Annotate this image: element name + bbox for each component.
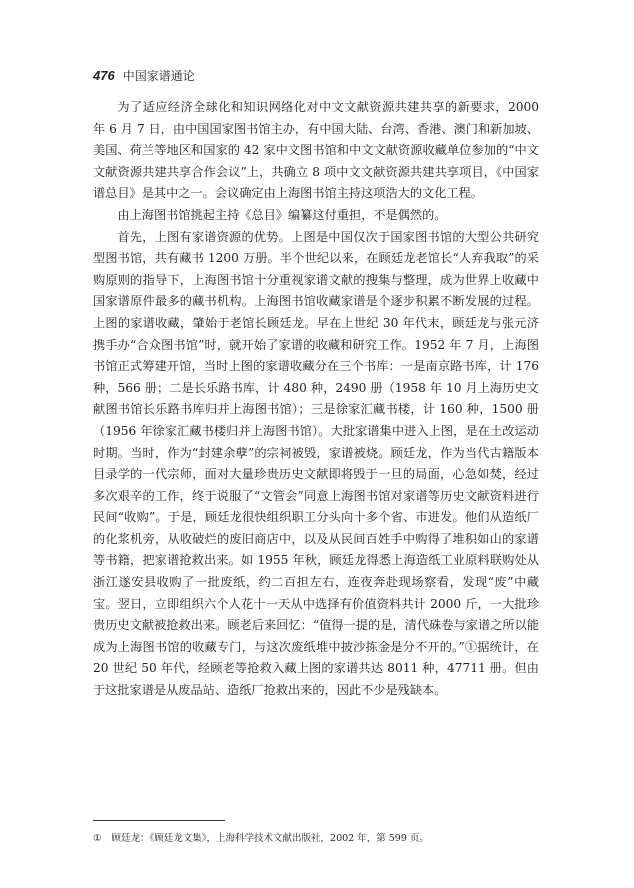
footnote-mark: ① [93, 833, 102, 844]
footnote [93, 832, 539, 845]
book-title: 中国家谱通论 [122, 69, 195, 83]
paragraph: 首先，上图有家谱资源的优势。上图是中国仅次于国家图书馆的大型公共研究型图书馆，共有藏书 1200 万册。半个世纪以来，在顾廷龙老馆长“人弃我取”的采购原则的指导下，上海图书馆十分重视家谱文献的搜集与整理，成为世界上收藏中国家谱原件最多的藏书机构。上海图书馆收藏家谱是个逐步积累不断发展的过程。上图的家谱收藏，肇始于老馆长顾廷龙。早在上世纪 30 年代末，顾廷龙与张元济携手办“合众图书馆”时，就开始了家谱的收藏和研究工作。1952 年 7 月，上海图书馆正式筹建开馆，当时上图的家谱收藏分在三个书库：一是南京路书库，计 176 种，566 册；二是长乐路书库，计 480 种，2490 册（1958 年 10 月上海历史文献图书馆长乐路书库归并上海图书馆）；三是徐家汇藏书楼，计 160 种，1500 册（1956 年徐家汇藏书楼归并上海图书馆）。大批家谱集中进入上图，是在土改运动时期。当时，作为“封建余孽”的宗祠被毁，家谱被烧。顾廷龙，作为当代古籍版本目录学的一代宗师，面对大量珍贵历史文献即将毁于一旦的局面，心急如焚，经过多次艰辛的工作，终于说服了“文管会”同意上海图书馆对家谱等历史文献资料进行民间“收购”。于是，顾廷龙很快组织职工分头向十多个省、市进发。他们从造纸厂的化浆机旁，从收破烂的废旧商店中，以及从民间百姓手中购得了堆积如山的家谱等书籍，把家谱抢救出来。如 1955 年秋，顾廷龙得悉上海造纸工业原料联购处从浙江遂安县收购了一批废纸，约二百担左右，连夜奔赴现场察看，发现“废”中藏宝。翌日，立即组织六个人花十一天从中选择有价值资料共计 2000 斤，一大批珍贵历史文献被抢救出来。顾老后来回忆：“值得一提的是，清代硃卷与家谱之所以能成为上海图书馆的收藏专门，与这次废纸堆中披沙拣金是分不开的。”①据统计，在 20 世纪 50 年代，经顾老等抢救入藏上图的家谱共达 8011 种，47711 册。但由于这批家谱是从废品站、造纸厂抢救出来的，因此不少是残缺本。 [93, 229, 539, 698]
paragraph: 为了适应经济全球化和知识网络化对中文文献资源共建共享的新要求，2000 年 6 月 7 日，由中国国家图书馆主办，有中国大陆、台湾、香港、澳门和新加坡、美国、荷兰等地区和国家的 42 家中文图书馆和中文文献资源收藏单位参加的“中文文献资源共建共享合作会议”上，共确立 8 项中文文献资源共建共享项目，《中国家谱总目》是其中之一。会议确定由上海图书馆主持这项浩大的文化工程。 [93, 100, 539, 201]
paragraph: 由上海图书馆挑起主持《总目》编纂这付重担，不是偶然的。 [117, 207, 447, 222]
footnote-divider [93, 820, 225, 821]
body-text [93, 97, 539, 702]
page-header [93, 68, 195, 84]
page-number: 476 [93, 68, 115, 83]
footnote-text: 顾廷龙：《顾廷龙文集》，上海科学技术文献出版社，2002 年，第 599 页。 [111, 833, 429, 844]
